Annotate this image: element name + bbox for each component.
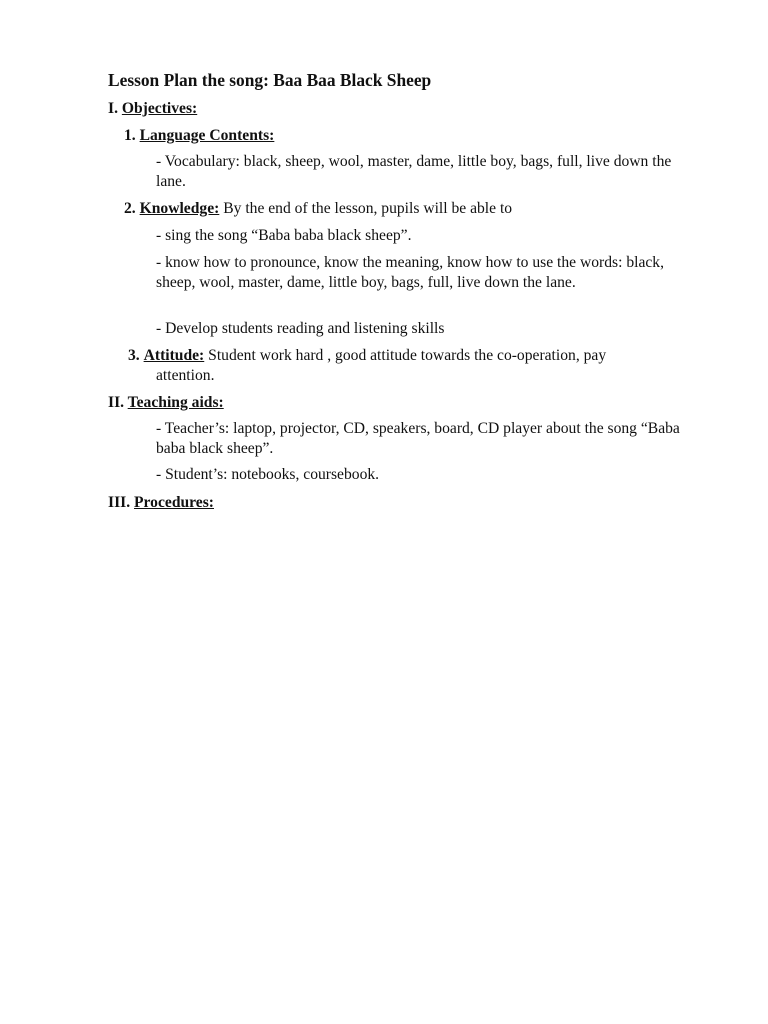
vocabulary-paragraph: - Vocabulary: black, sheep, wool, master, dame, little boy, bags, full, live down the lane. [156, 153, 672, 190]
document-title: Lesson Plan the song: Baa Baa Black Sheep [108, 70, 432, 90]
teaching-aids-bullet-2: - Student’s: notebooks, coursebook. [156, 466, 380, 483]
section-3-title: Procedures: [134, 494, 214, 511]
section-2-heading [108, 393, 224, 413]
item-3-heading [128, 346, 606, 366]
attitude-text-line-1: Student work hard , good attitude towards the co-operation, pay [208, 347, 607, 364]
item-2-intro: By the end of the lesson, pupils will be able to [223, 200, 513, 217]
teaching-aids-bullet-1: - Teacher’s: laptop, projector, CD, speakers, board, CD player about the song “Baba baba black sheep”. [156, 420, 680, 457]
section-2-numeral: II. [108, 394, 125, 411]
section-3-numeral: III. [108, 494, 131, 511]
knowledge-bullet-1: - sing the song “Baba baba black sheep”. [156, 227, 412, 244]
item-3-number: 3. [128, 347, 140, 364]
item-1-title: Language Contents: [139, 127, 275, 144]
knowledge-bullet-2: - know how to pronounce, know the meaning, know how to use the words: black, sheep, wool, master, dame, little boy, bags, full, live down the lane. [156, 254, 665, 291]
section-2-title: Teaching aids: [127, 394, 224, 411]
item-1-number: 1. [124, 127, 136, 144]
item-1-heading [124, 126, 274, 146]
section-1-title: Objectives: [121, 100, 198, 117]
item-2-heading [124, 199, 512, 219]
item-2-number: 2. [124, 200, 136, 217]
section-1-heading [108, 99, 197, 119]
attitude-text-line-2: attention. [156, 367, 215, 384]
item-3-title: Attitude: [143, 347, 205, 364]
section-1-numeral: I. [108, 100, 118, 117]
section-3-heading [108, 493, 214, 513]
knowledge-bullet-3: - Develop students reading and listening skills [156, 320, 445, 337]
item-2-title: Knowledge: [139, 200, 220, 217]
